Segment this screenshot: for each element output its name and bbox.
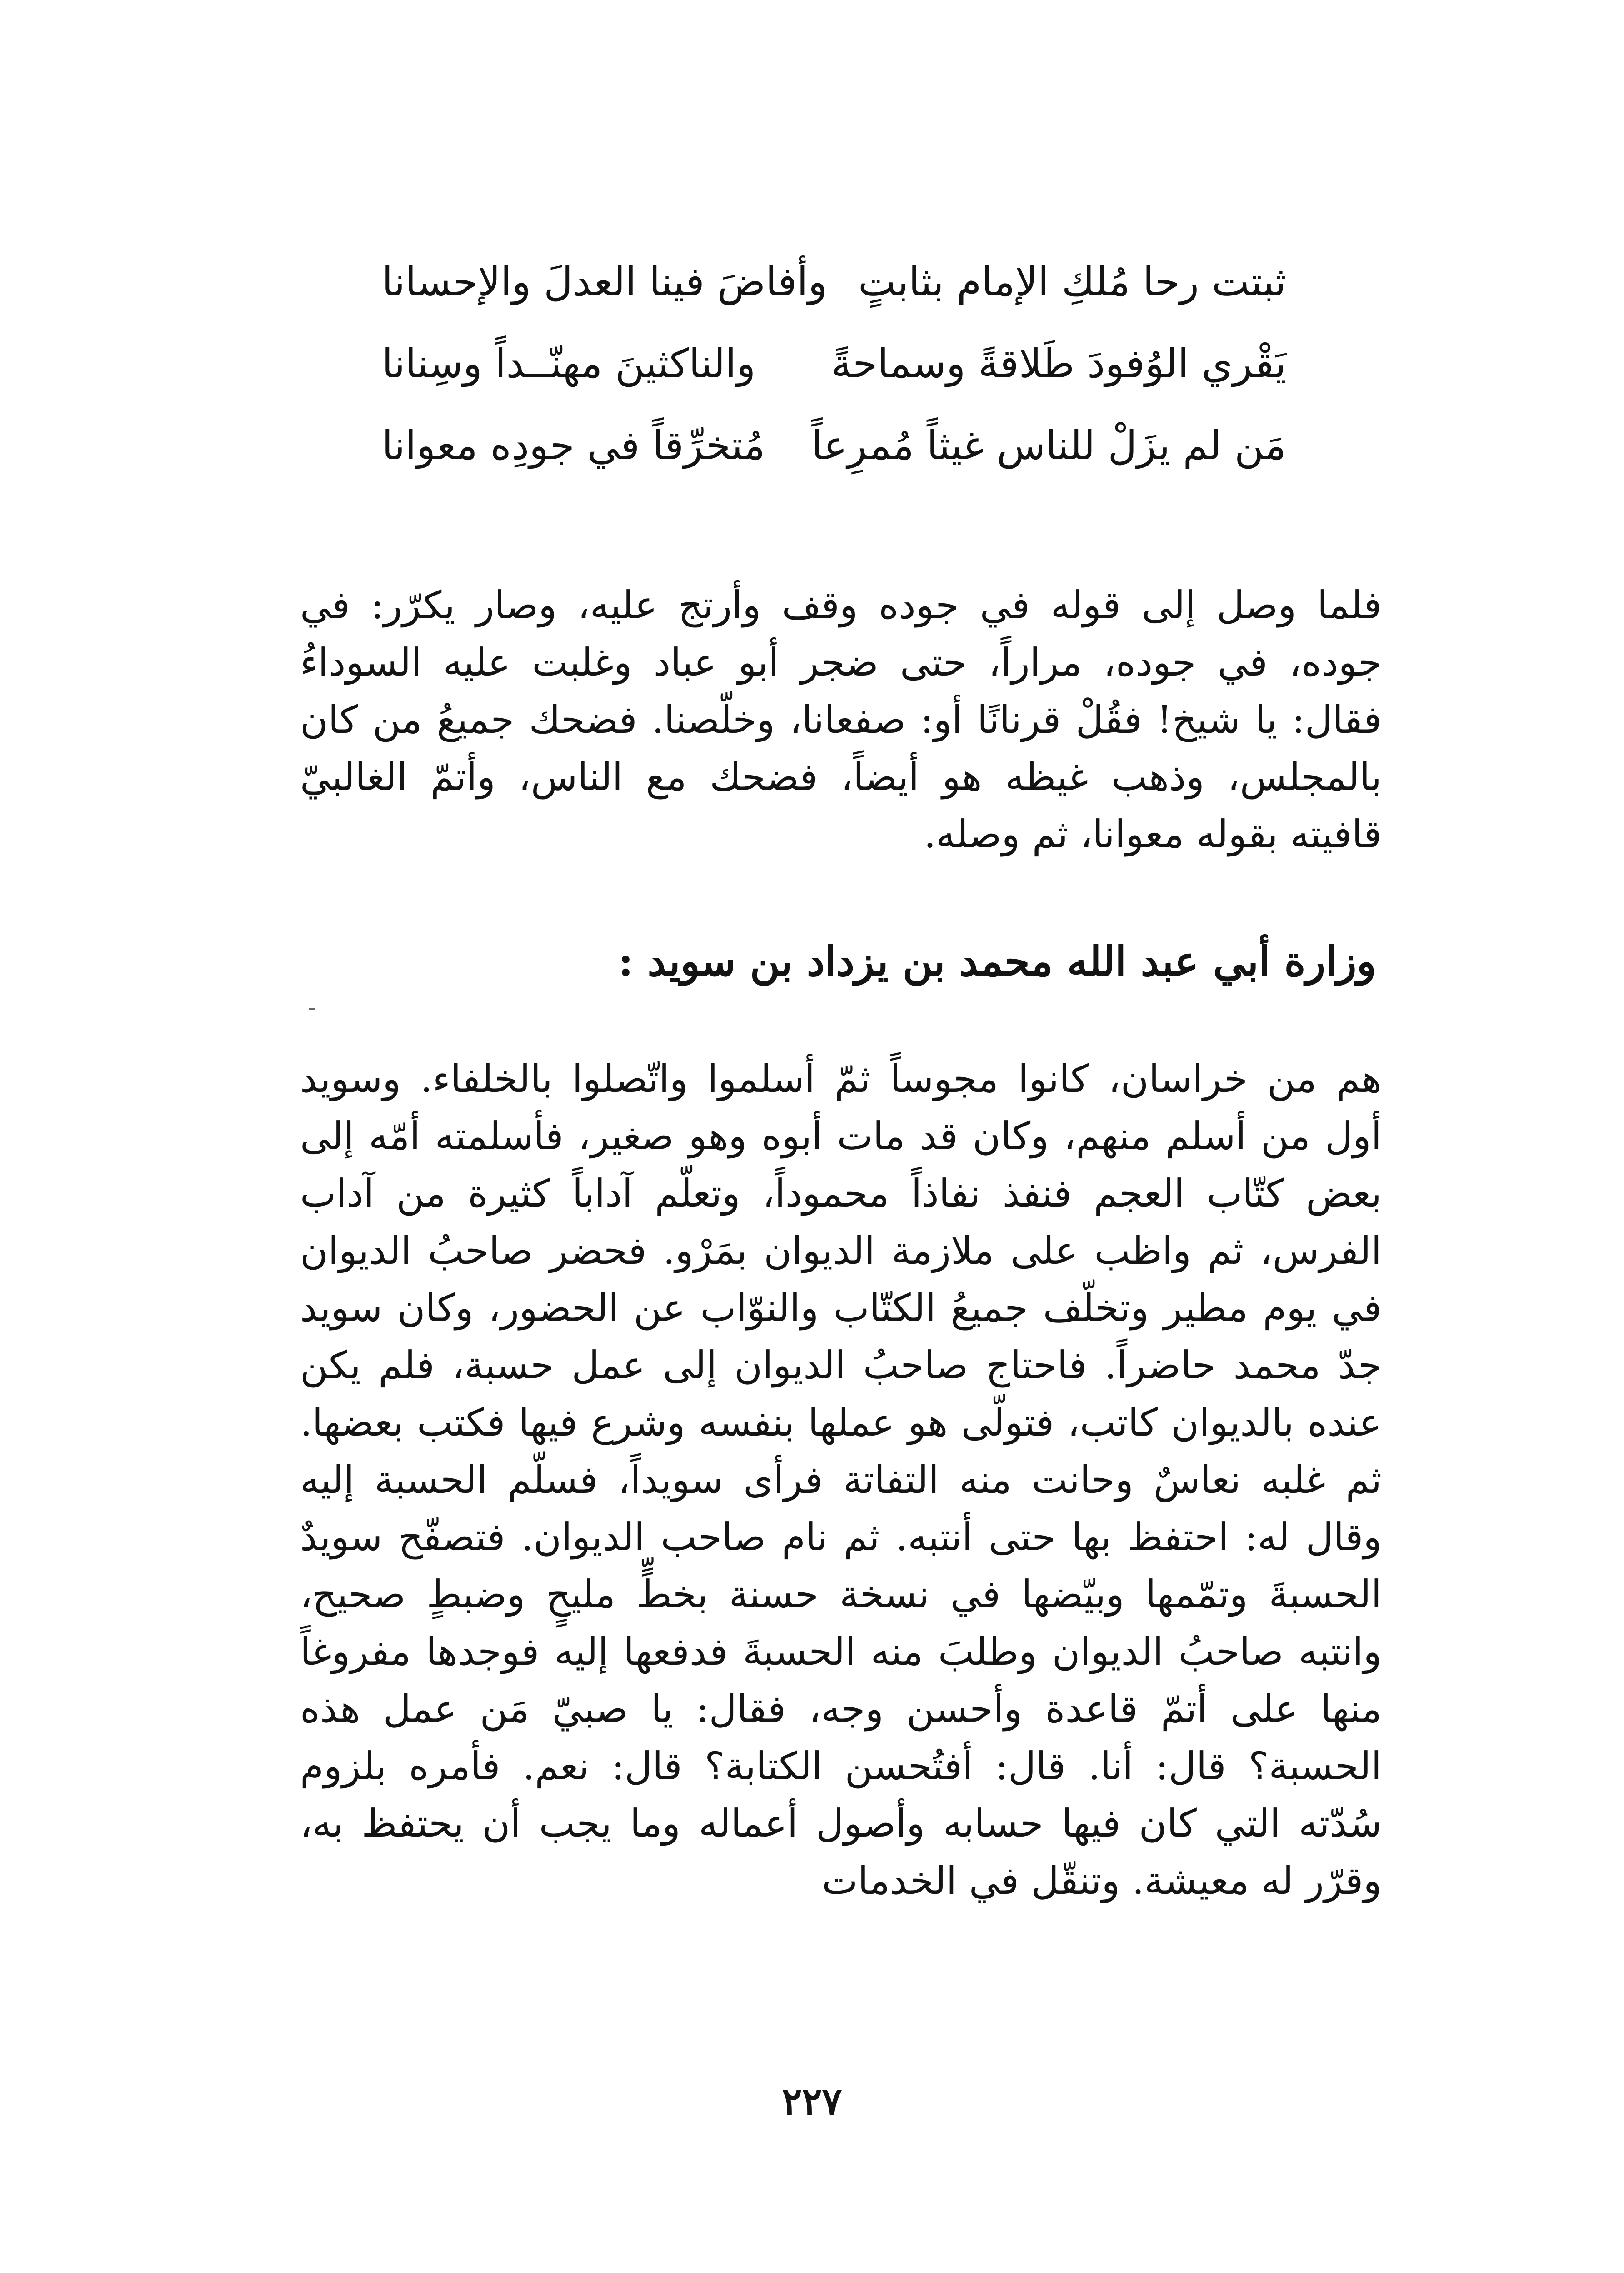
paragraph-text: هم من خراسان، كانوا مجوساً ثمّ أسلموا واتّصلوا بالخلفاء. وسويد أول من أسلم منهم، وكان قد مات أبوه وهو صغير، فأسلمته أمّه إلى بعض كتّاب العجم فنفذ نفاذاً محموداً، وتعلّم آداباً كثيرة من آداب الفرس، ثم واظب على ملازمة الديوان بمَرْو. فحضر صاحبُ الديوان في يوم مطير وتخلّف جميعُ الكتّاب والنوّاب عن الحضور، وكان سويد جدّ محمد حاضراً. فاحتاج صاحبُ الديوان إلى عمل حسبة، فلم يكن عنده بالديوان كاتب، فتولّى هو عملها بنفسه وشرع فيها فكتب بعضها. ثم غلبه نعاسٌ وحانت منه التفاتة فرأى سويداً، فسلّم الحسبة إليه وقال له: احتفظ بها حتى أنتبه. ثم نام صاحب الديوان. فتصفّح سويدٌ الحسبةَ وتمّمها وبيّضها في نسخة حسنة بخطٍّ مليحٍ وضبطٍ صحيح، وانتبه صاحبُ الديوان وطلبَ منه الحسبةَ فدفعها إليه فوجدها مفروغاً منها على أتمّ قاعدة وأحسن وجه، فقال: يا صبيّ مَن عمل هذه الحسبة؟ قال: أنا. قال: أفتُحسن الكتابة؟ قال: نعم. فأمره بلزوم سُدّته التي كان فيها حسابه وأصول أعماله وما يجب أن يحتفظ به، وقرّر له معيشة. وتنقّل في الخدمات <box>300 1056 1382 1903</box>
poem-second-hemistich: وأفاضَ فينا العدلَ والإحسانا <box>382 258 828 305</box>
poem-verse <box>382 416 1286 480</box>
poem-first-hemistich: يَقْري الوُفودَ طَلاقةً وسماحةً <box>831 340 1286 387</box>
page-number: ٢٢٧ <box>782 2080 842 2123</box>
poem-second-hemistich: مُتخرِّقاً في جودِه معوانا <box>382 422 765 469</box>
paragraph-biography <box>300 1050 1382 1909</box>
poem-first-hemistich: ثبتت رحا مُلكِ الإمام بثابتٍ <box>858 258 1286 305</box>
poem-second-hemistich: والناكثينَ مهنّــداً وسِنانا <box>382 340 756 387</box>
poem-first-hemistich: مَن لم يزَلْ للناس غيثاً مُمرِعاً <box>811 422 1286 469</box>
paragraph-text: فلما وصل إلى قوله في جوده وقف وأرتج عليه، وصار يكرّر: في جوده، في جوده، مراراً، حتى ضجر أبو عباد وغلبت عليه السوداءُ فقال: يا شيخ! فقُلْ قرنانًا أو: صفعانا، وخلّصنا. فضحك جميعُ من كان بالمجلس، وذهب غيظه هو أيضاً، فضحك مع الناس، وأتمّ الغالبيّ قافيته بقوله معوانا، ثم وصله. <box>300 583 1382 856</box>
paragraph-anecdote <box>300 576 1382 863</box>
section-heading: وزارة أبي عبد الله محمد بن يزداد بن سويد : <box>618 937 1376 986</box>
divider-mark <box>309 1008 315 1010</box>
poem-verse <box>382 334 1286 398</box>
poem-verse <box>382 252 1286 316</box>
